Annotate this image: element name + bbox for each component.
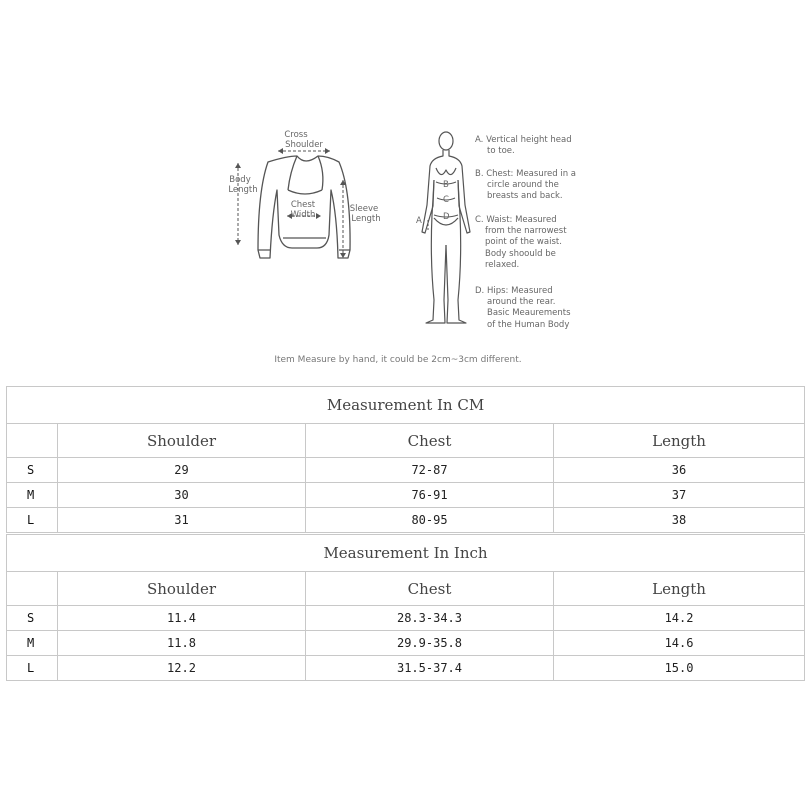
cross-shoulder-label-1: Cross — [284, 130, 308, 140]
marker-c: C — [443, 195, 449, 205]
shoulder-cell: 31 — [58, 508, 306, 533]
header-shoulder: Shoulder — [58, 572, 306, 606]
header-shoulder: Shoulder — [58, 424, 306, 458]
length-cell: 38 — [554, 508, 805, 533]
table-row — [7, 458, 805, 483]
length-cell: 15.0 — [554, 656, 805, 681]
shoulder-cell: 11.4 — [58, 606, 306, 631]
marker-b: B — [443, 180, 449, 190]
shoulder-cell: 11.8 — [58, 631, 306, 656]
note-d-line-3: Basic Meaurements — [487, 308, 571, 318]
header-row — [7, 572, 805, 606]
note-c-line-5: relaxed. — [485, 260, 520, 270]
measurement-notes — [475, 135, 576, 330]
size-cell: S — [7, 606, 58, 631]
note-a-line-2: to toe. — [487, 146, 515, 156]
table-row — [7, 656, 805, 681]
chest-cell: 29.9-35.8 — [306, 631, 554, 656]
note-c-line-1: C. Waist: Measured — [475, 215, 557, 225]
header-row — [7, 424, 805, 458]
header-length: Length — [554, 424, 805, 458]
size-cell: M — [7, 483, 58, 508]
note-c-line-4: Body shoould be — [485, 249, 556, 259]
table-row — [7, 606, 805, 631]
header-chest: Chest — [306, 572, 554, 606]
cross-shoulder-label-2: Shoulder — [285, 140, 323, 150]
table-title: Measurement In Inch — [7, 535, 805, 572]
chest-width-label-1: Chest — [290, 200, 316, 210]
chest-cell: 28.3-34.3 — [306, 606, 554, 631]
header-blank — [7, 424, 58, 458]
table-row — [7, 631, 805, 656]
note-b-line-2: circle around the — [487, 180, 559, 190]
length-cell: 14.6 — [554, 631, 805, 656]
table-title: Measurement In CM — [7, 387, 805, 424]
measurement-diagram — [0, 0, 810, 375]
chest-width-label-2: Width — [290, 210, 316, 220]
note-b-line-1: B. Chest: Measured in a — [475, 169, 576, 179]
header-blank — [7, 572, 58, 606]
chest-cell: 80-95 — [306, 508, 554, 533]
measure-note: Item Measure by hand, it could be 2cm~3cm different. — [274, 355, 522, 365]
size-table-cm — [6, 386, 805, 533]
sleeve-length-label-2: Length — [351, 214, 381, 224]
header-length: Length — [554, 572, 805, 606]
size-cell: L — [7, 656, 58, 681]
marker-d: D — [443, 212, 450, 222]
size-cell: S — [7, 458, 58, 483]
table-row — [7, 483, 805, 508]
size-cell: L — [7, 508, 58, 533]
note-b-line-3: breasts and back. — [487, 191, 563, 201]
note-c-line-3: point of the waist. — [485, 237, 562, 247]
length-cell: 37 — [554, 483, 805, 508]
length-cell: 36 — [554, 458, 805, 483]
size-cell: M — [7, 631, 58, 656]
note-d-line-2: around the rear. — [487, 297, 556, 307]
chest-cell: 31.5-37.4 — [306, 656, 554, 681]
header-chest: Chest — [306, 424, 554, 458]
marker-a: A — [416, 216, 422, 226]
shoulder-cell: 29 — [58, 458, 306, 483]
length-cell: 14.2 — [554, 606, 805, 631]
note-c-line-2: from the narrowest — [485, 226, 567, 236]
chest-cell: 76-91 — [306, 483, 554, 508]
note-a-line-1: A. Vertical height head — [475, 135, 572, 145]
human-figure — [422, 132, 470, 323]
shoulder-cell: 12.2 — [58, 656, 306, 681]
body-length-label-2: Length — [228, 185, 258, 195]
note-d-line-4: of the Human Body — [487, 320, 570, 330]
note-d-line-1: D. Hips: Measured — [475, 286, 553, 296]
size-table-inch — [6, 534, 805, 681]
sleeve-length-label-1: Sleeve — [349, 204, 379, 214]
table-row — [7, 508, 805, 533]
body-length-label-1: Body — [229, 175, 251, 185]
chest-cell: 72-87 — [306, 458, 554, 483]
shoulder-cell: 30 — [58, 483, 306, 508]
